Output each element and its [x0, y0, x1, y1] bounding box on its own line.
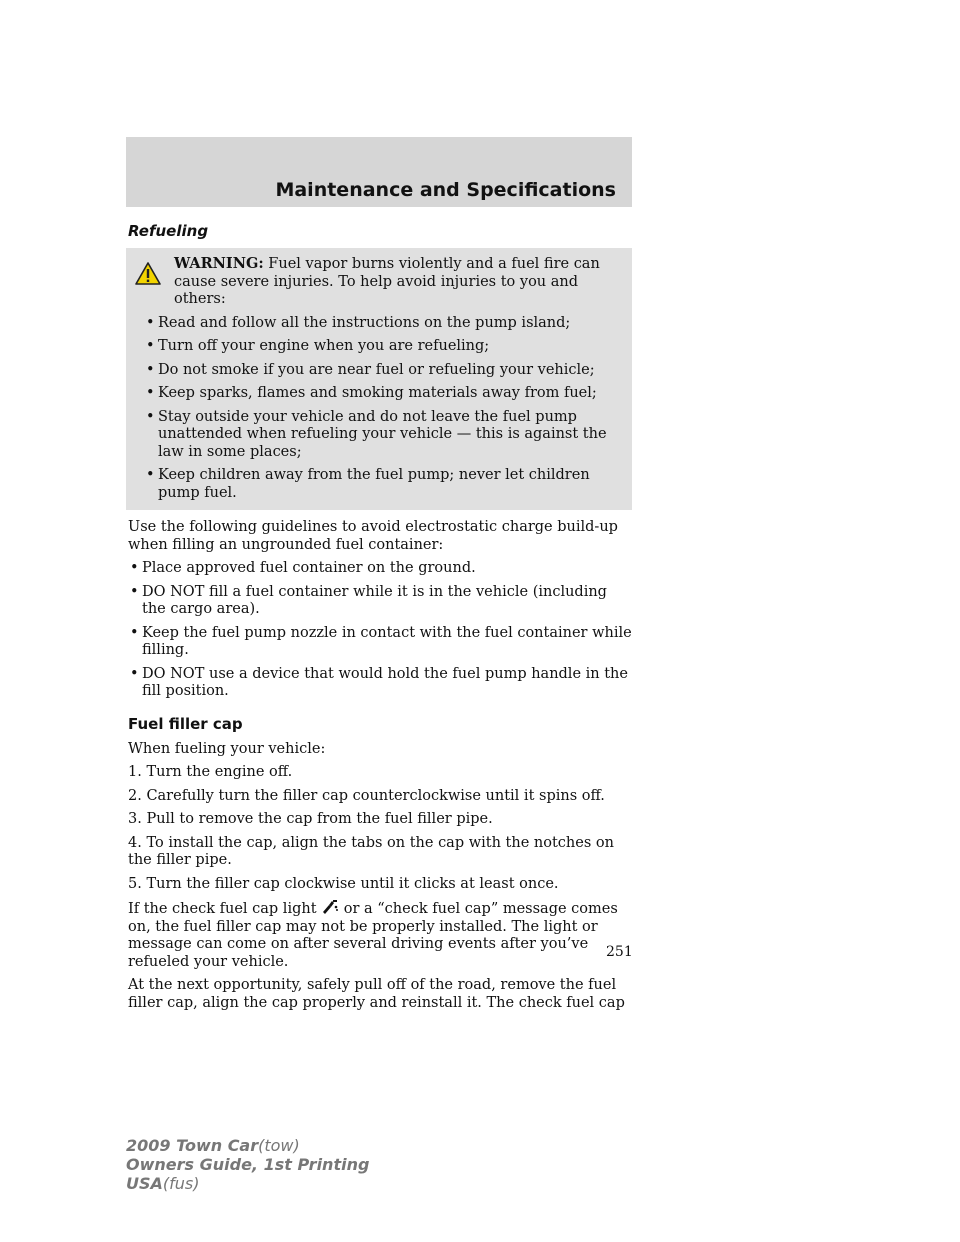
list-item	[134, 338, 624, 356]
step-5: 5. Turn the filler cap clockwise until it clicks at least once.	[128, 875, 559, 892]
check-fuel-cap-icon	[321, 899, 339, 915]
bullet-icon: •	[130, 583, 139, 600]
list-item-text: Stay outside your vehicle and do not leave the fuel pump unattended when refueling your vehicle — this is against the law in some places;	[158, 408, 607, 460]
final-paragraph: At the next opportunity, safely pull off of the road, remove the fuel filler cap, align the cap properly and reinstall it. The check fuel cap	[128, 977, 625, 1011]
footer-printing: Owners Guide, 1st Printing	[126, 1155, 370, 1174]
footer-market-code: (fus)	[162, 1174, 200, 1193]
list-item-text: DO NOT use a device that would hold the fuel pump handle in the fill position.	[142, 665, 628, 699]
list-item-text: Do not smoke if you are near fuel or refueling your vehicle;	[158, 361, 595, 378]
bullet-icon: •	[146, 385, 155, 401]
step-1: 1. Turn the engine off.	[128, 764, 293, 780]
list-item	[126, 666, 632, 701]
footer-line-1	[126, 1136, 369, 1155]
list-item-text: Keep children away from the fuel pump; never let children pump fuel.	[158, 467, 590, 501]
footer	[126, 1136, 369, 1193]
list-item-text: Keep sparks, flames and smoking materials away from fuel;	[158, 385, 597, 401]
page-content	[126, 222, 632, 1018]
list-item	[134, 385, 624, 403]
footer-line-3	[126, 1174, 369, 1193]
warning-box	[126, 248, 632, 510]
list-item	[126, 625, 632, 660]
list-item-text: Keep the fuel pump nozzle in contact with the fuel container while filling.	[142, 624, 632, 658]
list-item	[126, 584, 632, 619]
bullet-icon: •	[130, 560, 139, 576]
list-item-text: DO NOT fill a fuel container while it is in the vehicle (including the cargo area).	[142, 583, 607, 617]
list-item-text: Read and follow all the instructions on the pump island;	[158, 314, 571, 331]
bullet-icon: •	[146, 361, 155, 378]
bullet-icon: •	[146, 338, 155, 354]
list-item	[134, 315, 624, 333]
warning-label: WARNING:	[174, 255, 264, 272]
page-number: 251	[606, 944, 633, 960]
guidelines-list	[126, 560, 632, 701]
bullet-icon: •	[146, 408, 155, 425]
footer-model-code: (tow)	[258, 1136, 300, 1155]
bullet-icon: •	[130, 624, 139, 641]
step-3: 3. Pull to remove the cap from the fuel filler pipe.	[128, 811, 493, 827]
list-item	[134, 467, 624, 502]
warning-text	[174, 255, 624, 309]
warning-body: Fuel vapor burns violently and a fuel fire can cause severe injuries. To help avoid injuries to you and others:	[174, 256, 600, 307]
bullet-icon: •	[130, 665, 139, 682]
warning-triangle-icon	[134, 261, 174, 290]
list-item	[134, 362, 624, 380]
refueling-title: Refueling	[128, 222, 209, 240]
check-light-text-before: If the check fuel cap light	[128, 901, 317, 917]
footer-line-2	[126, 1155, 369, 1174]
bullet-icon: •	[146, 467, 155, 483]
fuel-cap-title: Fuel filler cap	[128, 714, 243, 733]
warning-list	[134, 315, 624, 503]
fuel-cap-intro: When fueling your vehicle:	[128, 740, 326, 757]
check-light-paragraph	[128, 899, 632, 971]
footer-model: 2009 Town Car	[126, 1136, 259, 1155]
step-4: 4. To install the cap, align the tabs on the cap with the notches on the filler pipe.	[128, 834, 614, 868]
list-item	[134, 409, 624, 462]
page-header-title: Maintenance and Specifications	[275, 179, 616, 201]
list-item-text: Turn off your engine when you are refueling;	[158, 338, 490, 354]
bullet-icon: •	[146, 314, 155, 331]
warning-header	[134, 255, 624, 309]
guidelines-intro: Use the following guidelines to avoid electrostatic charge build-up when filling an ungrounded fuel container:	[128, 519, 618, 553]
step-2: 2. Carefully turn the filler cap counterclockwise until it spins off.	[128, 787, 605, 804]
list-item-text: Place approved fuel container on the ground.	[142, 560, 476, 576]
list-item	[126, 560, 632, 578]
check-light-text-after: or a “check fuel cap” message comes on, the fuel filler cap may not be properly installed. The light or message can come on after several driving events after you’ve refueled your vehicle.	[128, 901, 618, 970]
header-band	[126, 137, 632, 207]
footer-market: USA	[126, 1174, 163, 1193]
